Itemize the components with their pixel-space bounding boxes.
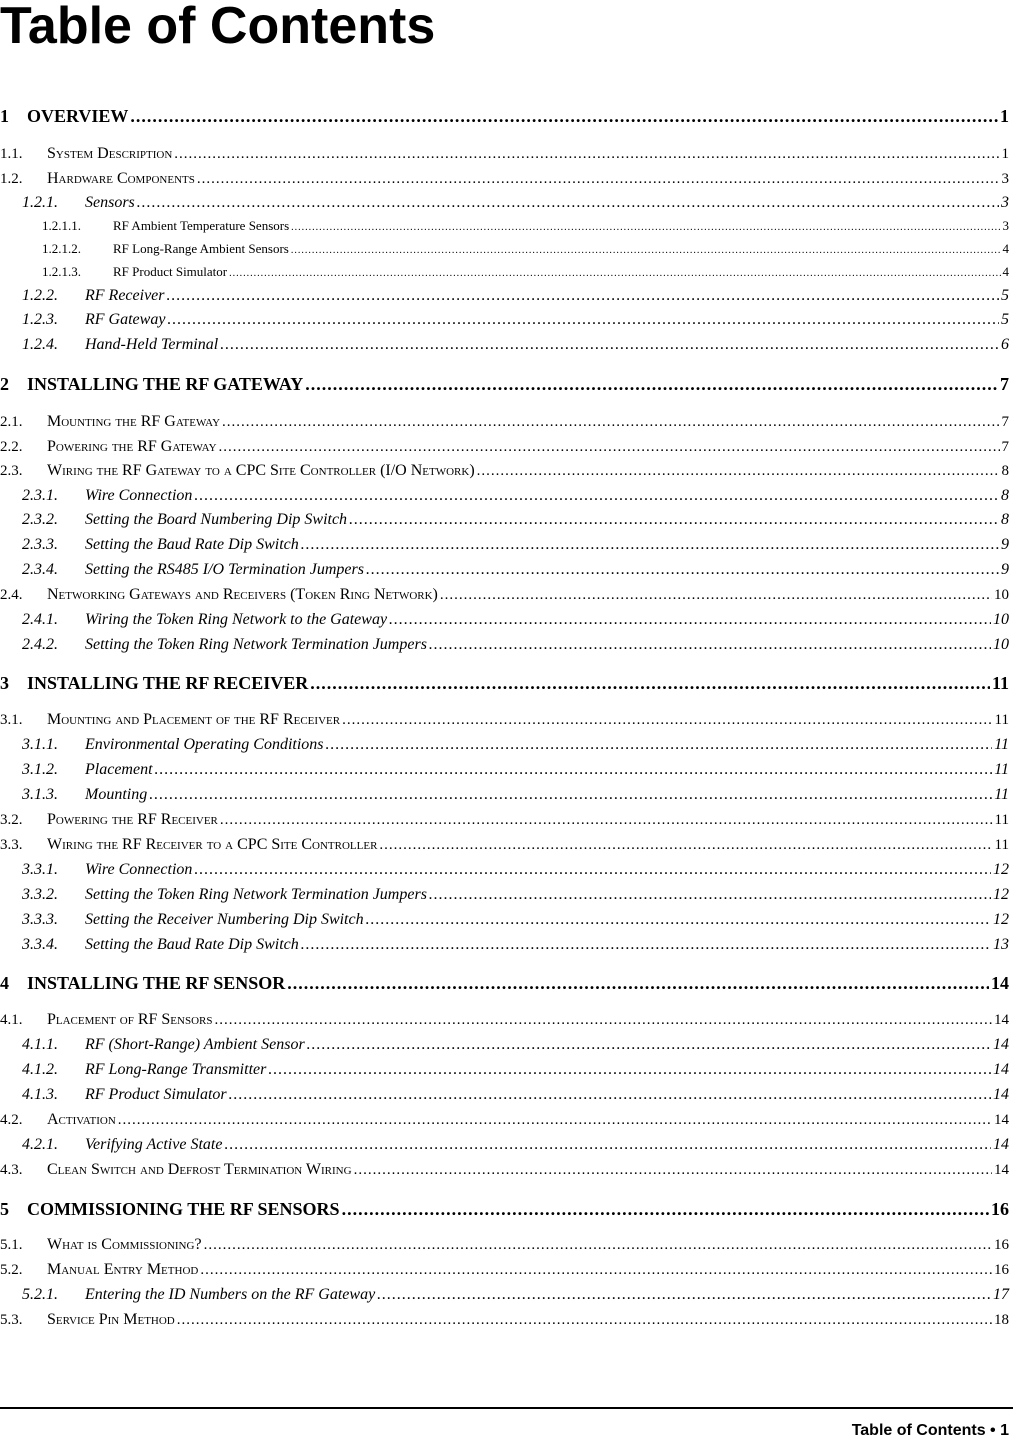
toc-entry-page: 14 xyxy=(991,973,1009,993)
toc-dot-leader xyxy=(291,241,1001,257)
page-title: Table of Contents xyxy=(0,0,436,55)
toc-entry-level-3[interactable] xyxy=(0,561,1009,579)
toc-dot-leader xyxy=(342,1199,989,1220)
toc-dot-leader xyxy=(477,463,1000,480)
toc-entry-level-1[interactable] xyxy=(0,106,1009,127)
toc-entry-title: Placement xyxy=(85,761,153,778)
toc-entry-page: 11 xyxy=(994,786,1009,803)
toc-entry-level-3[interactable] xyxy=(0,636,1009,654)
toc-dot-leader xyxy=(167,311,999,329)
toc-dot-leader xyxy=(377,1286,991,1304)
toc-dot-leader xyxy=(301,536,999,554)
toc-entry-title: OVERVIEW xyxy=(27,106,129,126)
toc-dot-leader xyxy=(366,911,991,929)
toc-entry-level-2[interactable] xyxy=(0,462,1009,480)
toc-dot-leader xyxy=(429,886,991,904)
toc-entry-title: Entering the ID Numbers on the RF Gateway xyxy=(85,1286,376,1303)
toc-dot-leader xyxy=(366,561,999,579)
toc-entry-level-2[interactable] xyxy=(0,1111,1009,1129)
toc-entry-title: Setting the RS485 I/O Termination Jumpers xyxy=(85,561,364,578)
toc-entry-level-1[interactable] xyxy=(0,374,1009,395)
toc-entry-title: Clean Switch and Defrost Termination Wiring xyxy=(47,1161,352,1178)
toc-entry-page: 8 xyxy=(1001,511,1009,528)
toc-dot-leader xyxy=(229,264,1000,280)
toc-dot-leader xyxy=(220,812,993,829)
toc-entry-number: 4.3. xyxy=(0,1162,23,1178)
toc-entry-page: 3 xyxy=(1001,194,1009,211)
toc-entry-title: Setting the Baud Rate Dip Switch xyxy=(85,936,299,953)
toc-entry-number: 2.1. xyxy=(0,414,23,430)
toc-dot-leader xyxy=(305,374,998,395)
toc-dot-leader xyxy=(177,1312,992,1329)
toc-entry-number: 3.3.1. xyxy=(22,861,58,878)
toc-entry-page: 7 xyxy=(1001,439,1009,455)
toc-dot-leader xyxy=(224,1136,991,1154)
toc-dot-leader xyxy=(167,287,1000,305)
toc-entry-title: Setting the Receiver Numbering Dip Switch xyxy=(85,911,364,928)
toc-entry-page: 11 xyxy=(991,673,1009,693)
toc-entry-title: Environmental Operating Conditions xyxy=(85,736,324,753)
toc-entry-title: Sensors xyxy=(85,194,135,211)
toc-dot-leader xyxy=(291,218,1000,234)
toc-entry-level-3[interactable] xyxy=(0,536,1009,554)
toc-entry-level-3[interactable] xyxy=(0,736,1009,754)
toc-dot-leader xyxy=(197,171,1000,188)
toc-entry-page: 5 xyxy=(1001,311,1009,328)
toc-entry-level-2[interactable] xyxy=(0,1161,1009,1179)
toc-entry-page: 12 xyxy=(993,911,1009,928)
toc-entry-page: 8 xyxy=(1001,463,1009,479)
toc-dot-leader xyxy=(204,1237,992,1254)
toc-entry-number: 3 xyxy=(0,673,9,693)
toc-dot-leader xyxy=(342,712,992,729)
toc-dot-leader xyxy=(215,1012,993,1029)
toc-entry-page: 3 xyxy=(1001,171,1009,187)
toc-dot-leader xyxy=(130,106,998,127)
toc-entry-page: 17 xyxy=(993,1286,1009,1303)
toc-entry-page: 7 xyxy=(1000,374,1009,394)
toc-entry-number: 3.1.1. xyxy=(22,736,58,753)
toc-entry-title: Wiring the RF Receiver to a CPC Site Controller xyxy=(47,836,378,853)
toc-entry-level-4[interactable] xyxy=(0,264,1009,280)
toc-entry-title: Setting the Token Ring Network Termination Jumpers xyxy=(85,886,427,903)
toc-entry-number: 2.3.4. xyxy=(22,561,58,578)
toc-entry-level-2[interactable] xyxy=(0,1311,1009,1329)
toc-entry-page: 10 xyxy=(993,636,1009,653)
footer-divider xyxy=(0,1407,1013,1409)
toc-entry-level-4[interactable] xyxy=(0,241,1009,257)
toc-entry-number: 4.1.2. xyxy=(22,1061,58,1078)
toc-dot-leader xyxy=(220,336,999,354)
toc-dot-leader xyxy=(326,736,993,754)
toc-entry-number: 3.3. xyxy=(0,837,23,853)
toc-entry-level-3[interactable] xyxy=(0,311,1009,329)
toc-entry-page: 16 xyxy=(994,1237,1009,1253)
toc-entry-number: 3.1. xyxy=(0,712,23,728)
toc-entry-title: Networking Gateways and Receivers (Token Ring Network) xyxy=(47,586,438,603)
toc-entry-title: Hardware Components xyxy=(47,170,195,187)
toc-entry-title: INSTALLING THE RF RECEIVER xyxy=(27,673,309,693)
toc-entry-number: 3.1.2. xyxy=(22,761,58,778)
toc-entry-level-3[interactable] xyxy=(0,611,1009,629)
toc-entry-number: 2.3.1. xyxy=(22,487,58,504)
toc-entry-level-3[interactable] xyxy=(0,287,1009,305)
toc-entry-title: Hand-Held Terminal xyxy=(85,336,219,353)
toc-entry-page: 5 xyxy=(1001,287,1009,304)
toc-dot-leader xyxy=(149,786,992,804)
toc-entry-number: 2.4.2. xyxy=(22,636,58,653)
toc-entry-level-2[interactable] xyxy=(0,170,1009,188)
toc-entry-page: 14 xyxy=(994,1012,1009,1028)
toc-dot-leader xyxy=(174,146,999,163)
toc-entry-title: RF Ambient Temperature Sensors xyxy=(113,218,290,233)
toc-entry-level-3[interactable] xyxy=(0,1036,1009,1054)
toc-entry-level-3[interactable] xyxy=(0,194,1009,212)
toc-entry-level-3[interactable] xyxy=(0,786,1009,804)
toc-entry-level-2[interactable] xyxy=(0,1236,1009,1254)
toc-entry-number: 1.2.3. xyxy=(22,311,58,328)
toc-entry-page: 4 xyxy=(1002,241,1009,256)
toc-dot-leader xyxy=(219,439,1000,456)
toc-entry-page: 11 xyxy=(994,837,1009,853)
toc-entry-number: 2.3.2. xyxy=(22,511,58,528)
toc-entry-page: 14 xyxy=(993,1036,1009,1053)
toc-entry-level-2[interactable] xyxy=(0,836,1009,854)
toc-entry-title: Powering the RF Gateway xyxy=(47,438,217,455)
toc-entry-level-3[interactable] xyxy=(0,861,1009,879)
toc-dot-leader xyxy=(137,194,999,212)
toc-dot-leader xyxy=(310,673,990,694)
toc-entry-page: 9 xyxy=(1001,561,1009,578)
toc-entry-title: RF Long-Range Transmitter xyxy=(85,1061,267,1078)
toc-entry-page: 14 xyxy=(993,1086,1009,1103)
toc-dot-leader xyxy=(194,487,999,505)
toc-entry-title: Activation xyxy=(47,1111,116,1128)
toc-entry-page: 1 xyxy=(1001,146,1009,162)
toc-entry-number: 5.2.1. xyxy=(22,1286,58,1303)
toc-entry-page: 12 xyxy=(993,886,1009,903)
toc-entry-level-3[interactable] xyxy=(0,336,1009,354)
toc-entry-level-4[interactable] xyxy=(0,218,1009,234)
toc-entry-title: RF Long-Range Ambient Sensors xyxy=(113,241,289,256)
toc-entry-level-2[interactable] xyxy=(0,438,1009,456)
toc-entry-number: 4.1.1. xyxy=(22,1036,58,1053)
toc-entry-page: 11 xyxy=(994,712,1009,728)
toc-dot-leader xyxy=(349,511,999,529)
toc-entry-number: 4.1. xyxy=(0,1012,23,1028)
toc-entry-title: Setting the Board Numbering Dip Switch xyxy=(85,511,348,528)
toc-entry-page: 11 xyxy=(994,812,1009,828)
toc-entry-title: Manual Entry Method xyxy=(47,1261,199,1278)
toc-dot-leader xyxy=(429,636,991,654)
page-footer: Table of Contents • 1 xyxy=(851,1422,1009,1439)
toc-entry-level-3[interactable] xyxy=(0,511,1009,529)
toc-entry-number: 5 xyxy=(0,1199,9,1219)
toc-entry-page: 14 xyxy=(993,1136,1009,1153)
toc-entry-number: 1.2.4. xyxy=(22,336,58,353)
toc-entry-page: 7 xyxy=(1001,414,1009,430)
toc-dot-leader xyxy=(440,587,992,604)
toc-entry-number: 3.1.3. xyxy=(22,786,58,803)
toc-entry-page: 11 xyxy=(994,736,1009,753)
toc-entry-page: 14 xyxy=(994,1112,1009,1128)
toc-entry-page: 12 xyxy=(993,861,1009,878)
toc-entry-number: 4.1.3. xyxy=(22,1086,58,1103)
toc-entry-page: 10 xyxy=(993,611,1009,628)
toc-entry-page: 9 xyxy=(1001,536,1009,553)
toc-dot-leader xyxy=(379,837,992,854)
toc-entry-number: 1.2.2. xyxy=(22,287,58,304)
toc-entry-level-2[interactable] xyxy=(0,1011,1009,1029)
toc-dot-leader xyxy=(287,973,989,994)
toc-entry-page: 13 xyxy=(993,936,1009,953)
toc-entry-number: 5.3. xyxy=(0,1312,23,1328)
toc-entry-title: Mounting xyxy=(85,786,148,803)
toc-entry-number: 5.1. xyxy=(0,1237,23,1253)
toc-entry-title: RF (Short-Range) Ambient Sensor xyxy=(85,1036,305,1053)
toc-entry-title: Setting the Baud Rate Dip Switch xyxy=(85,536,299,553)
toc-entry-page: 18 xyxy=(994,1312,1009,1328)
toc-entry-number: 2.2. xyxy=(0,439,23,455)
toc-entry-number: 1.1. xyxy=(0,146,23,162)
toc-entry-level-3[interactable] xyxy=(0,911,1009,929)
toc-entry-level-3[interactable] xyxy=(0,1286,1009,1304)
toc-entry-page: 11 xyxy=(994,761,1009,778)
toc-entry-page: 14 xyxy=(994,1162,1009,1178)
toc-entry-level-3[interactable] xyxy=(0,487,1009,505)
toc-entry-number: 4 xyxy=(0,973,9,993)
toc-entry-number: 1.2. xyxy=(0,171,23,187)
toc-entry-title: Service Pin Method xyxy=(47,1311,175,1328)
toc-entry-number: 4.2. xyxy=(0,1112,23,1128)
toc-entry-title: Wire Connection xyxy=(85,487,193,504)
toc-entry-title: What is Commissioning? xyxy=(47,1236,202,1253)
toc-entry-page: 14 xyxy=(993,1061,1009,1078)
toc-entry-level-2[interactable] xyxy=(0,145,1009,163)
toc-entry-title: Wiring the RF Gateway to a CPC Site Controller (I/O Network) xyxy=(47,462,475,479)
toc-entry-title: System Description xyxy=(47,145,173,162)
toc-entry-number: 1.2.1.1. xyxy=(42,218,81,233)
toc-entry-title: Mounting and Placement of the RF Receiver xyxy=(47,711,341,728)
toc-entry-title: INSTALLING THE RF SENSOR xyxy=(27,973,286,993)
toc-entry-level-2[interactable] xyxy=(0,586,1009,604)
toc-entry-number: 2.3. xyxy=(0,463,23,479)
toc-dot-leader xyxy=(194,861,991,879)
toc-entry-page: 1 xyxy=(1000,106,1009,126)
toc-entry-title: INSTALLING THE RF GATEWAY xyxy=(27,374,304,394)
toc-entry-level-3[interactable] xyxy=(0,936,1009,954)
toc-dot-leader xyxy=(389,611,991,629)
toc-entry-level-3[interactable] xyxy=(0,1136,1009,1154)
toc-entry-page: 6 xyxy=(1001,336,1009,353)
toc-dot-leader xyxy=(307,1036,991,1054)
toc-entry-number: 2.4. xyxy=(0,587,23,603)
toc-entry-level-2[interactable] xyxy=(0,413,1009,431)
toc-entry-number: 2.3.3. xyxy=(22,536,58,553)
toc-entry-level-2[interactable] xyxy=(0,711,1009,729)
toc-entry-level-1[interactable] xyxy=(0,673,1009,694)
toc-entry-title: RF Product Simulator xyxy=(113,264,228,279)
toc-entry-level-1[interactable] xyxy=(0,973,1009,994)
toc-entry-level-3[interactable] xyxy=(0,1086,1009,1104)
toc-entry-number: 1 xyxy=(0,106,9,126)
toc-dot-leader xyxy=(118,1112,992,1129)
toc-entry-title: Placement of RF Sensors xyxy=(47,1011,213,1028)
toc-entry-number: 1.2.1.3. xyxy=(42,264,81,279)
toc-dot-leader xyxy=(229,1086,991,1104)
toc-entry-title: RF Gateway xyxy=(85,311,166,328)
toc-entry-title: Setting the Token Ring Network Termination Jumpers xyxy=(85,636,427,653)
toc-entry-number: 2.4.1. xyxy=(22,611,58,628)
toc-entry-page: 10 xyxy=(994,587,1009,603)
toc-entry-title: RF Receiver xyxy=(85,287,165,304)
toc-entry-title: Verifying Active State xyxy=(85,1136,223,1153)
toc-entry-title: Wiring the Token Ring Network to the Gateway xyxy=(85,611,388,628)
toc-entry-page: 16 xyxy=(994,1262,1009,1278)
toc-entry-page: 4 xyxy=(1002,264,1009,279)
toc-entry-title: Mounting the RF Gateway xyxy=(47,413,221,430)
toc-entry-page: 16 xyxy=(991,1199,1009,1219)
toc-entry-number: 1.2.1.2. xyxy=(42,241,81,256)
toc-entry-number: 3.3.2. xyxy=(22,886,58,903)
toc-entry-level-2[interactable] xyxy=(0,1261,1009,1279)
toc-entry-number: 1.2.1. xyxy=(22,194,58,211)
toc-dot-leader xyxy=(354,1162,992,1179)
toc-dot-leader xyxy=(301,936,991,954)
toc-entry-level-2[interactable] xyxy=(0,811,1009,829)
toc-entry-level-1[interactable] xyxy=(0,1199,1009,1220)
toc-entry-number: 3.2. xyxy=(0,812,23,828)
toc-entry-level-3[interactable] xyxy=(0,1061,1009,1079)
toc-entry-page: 8 xyxy=(1001,487,1009,504)
toc-entry-page: 3 xyxy=(1002,218,1009,233)
toc-entry-title: COMMISSIONING THE RF SENSORS xyxy=(27,1199,340,1219)
toc-entry-number: 4.2.1. xyxy=(22,1136,58,1153)
toc-dot-leader xyxy=(200,1262,992,1279)
toc-entry-title: RF Product Simulator xyxy=(85,1086,227,1103)
toc-entry-number: 5.2. xyxy=(0,1262,23,1278)
toc-dot-leader xyxy=(222,414,999,431)
toc-dot-leader xyxy=(155,761,993,779)
toc-entry-number: 3.3.3. xyxy=(22,911,58,928)
toc-entry-title: Powering the RF Receiver xyxy=(47,811,218,828)
toc-entry-level-3[interactable] xyxy=(0,886,1009,904)
toc-entry-level-3[interactable] xyxy=(0,761,1009,779)
toc-entry-number: 2 xyxy=(0,374,9,394)
toc-entry-number: 3.3.4. xyxy=(22,936,58,953)
toc-entry-title: Wire Connection xyxy=(85,861,193,878)
toc-dot-leader xyxy=(268,1061,991,1079)
